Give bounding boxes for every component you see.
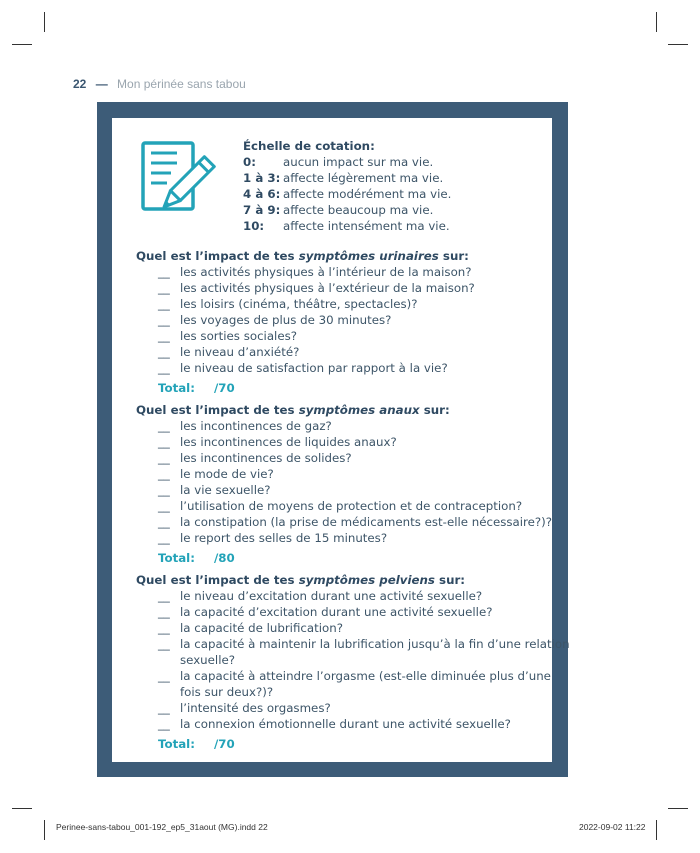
questionnaire-box (112, 118, 570, 762)
crop-mark (668, 808, 688, 809)
answer-blank[interactable]: __ (158, 637, 170, 651)
footer-filename: Perinee-sans-tabou_001-192_ep5_31aout (MG).indd 22 (56, 822, 268, 832)
document-pencil-icon (141, 140, 229, 230)
question-item: __ l’utilisation de moyens de protection et de contraception? (158, 499, 523, 513)
answer-blank[interactable]: __ (158, 701, 170, 715)
question-item: __ les activités physiques à l’extérieur de la maison? (158, 281, 475, 295)
section-question: Quel est l’impact de tes symptômes urinaires sur: (136, 249, 469, 263)
section-urinary (136, 248, 475, 396)
crop-mark (668, 44, 688, 45)
section-total: Total: /70 (158, 381, 235, 395)
answer-blank[interactable]: __ (158, 669, 170, 683)
question-item: __ la capacité à atteindre l’orgasme (est-elle diminuée plus d’une (158, 669, 551, 683)
answer-blank[interactable]: __ (158, 361, 170, 375)
answer-blank[interactable]: __ (158, 515, 170, 529)
scale-row: 10: affecte intensément ma vie. (243, 219, 450, 233)
question-item: __ les voyages de plus de 30 minutes? (158, 313, 392, 327)
answer-blank[interactable]: __ (158, 621, 170, 635)
section-total: Total: /80 (158, 551, 235, 565)
question-item: __ les incontinences de gaz? (158, 419, 332, 433)
answer-blank[interactable]: __ (158, 499, 170, 513)
question-item: __ les loisirs (cinéma, théâtre, spectacles)? (158, 297, 418, 311)
answer-blank[interactable]: __ (158, 329, 170, 343)
total-value[interactable]: /80 (214, 551, 235, 565)
header-dash: — (95, 77, 108, 91)
answer-blank[interactable]: __ (158, 313, 170, 327)
question-item: __ la capacité à maintenir la lubrification jusqu’à la fin d’une relation (158, 637, 570, 651)
question-item: __ le report des selles de 15 minutes? (158, 531, 388, 545)
section-question: Quel est l’impact de tes symptômes anaux sur: (136, 403, 450, 417)
question-item: __ les activités physiques à l’intérieur de la maison? (158, 265, 472, 279)
question-item: __ le niveau de satisfaction par rapport à la vie? (158, 361, 448, 375)
question-item-continuation: sexuelle? (180, 653, 235, 667)
scale-title: Échelle de cotation: (243, 139, 375, 153)
crop-mark (44, 820, 45, 840)
total-value[interactable]: /70 (214, 737, 235, 751)
total-value[interactable]: /70 (214, 381, 235, 395)
question-item: __ la capacité de lubrification? (158, 621, 343, 635)
answer-blank[interactable]: __ (158, 435, 170, 449)
crop-mark (12, 808, 32, 809)
question-item: __ l’intensité des orgasmes? (158, 701, 331, 715)
scale-row: 4 à 6: affecte modérément ma vie. (243, 187, 452, 201)
answer-blank[interactable]: __ (158, 297, 170, 311)
answer-blank[interactable]: __ (158, 717, 170, 731)
crop-mark (12, 44, 32, 45)
question-item-continuation: fois sur deux?)? (180, 685, 274, 699)
answer-blank[interactable]: __ (158, 419, 170, 433)
question-item: __ les incontinences de solides? (158, 451, 352, 465)
question-item: __ les incontinences de liquides anaux? (158, 435, 397, 449)
rating-scale (243, 138, 451, 234)
answer-blank[interactable]: __ (158, 483, 170, 497)
question-item: __ la vie sexuelle? (158, 483, 271, 497)
page-number: 22 (73, 77, 87, 91)
answer-blank[interactable]: __ (158, 345, 170, 359)
answer-blank[interactable]: __ (158, 265, 170, 279)
running-header (73, 77, 246, 91)
answer-blank[interactable]: __ (158, 531, 170, 545)
section-pelvic (136, 572, 570, 752)
question-item: __ le mode de vie? (158, 467, 274, 481)
question-item: __ la constipation (la prise de médicaments est-elle nécessaire?)? (158, 515, 553, 529)
question-item: __ la capacité d’excitation durant une activité sexuelle? (158, 605, 493, 619)
section-anal (136, 402, 552, 566)
section-total: Total: /70 (158, 737, 235, 751)
answer-blank[interactable]: __ (158, 589, 170, 603)
scale-row: 0: aucun impact sur ma vie. (243, 155, 434, 169)
question-item: __ le niveau d’anxiété? (158, 345, 300, 359)
footer-datetime: 2022-09-02 11:22 (579, 822, 646, 832)
questionnaire-frame (97, 102, 568, 777)
question-item: __ les sorties sociales? (158, 329, 298, 343)
crop-mark (44, 12, 45, 32)
answer-blank[interactable]: __ (158, 281, 170, 295)
crop-mark (656, 820, 657, 840)
question-item: __ le niveau d’excitation durant une activité sexuelle? (158, 589, 483, 603)
answer-blank[interactable]: __ (158, 467, 170, 481)
section-question: Quel est l’impact de tes symptômes pelviens sur: (136, 573, 466, 587)
scale-row: 1 à 3: affecte légèrement ma vie. (243, 171, 444, 185)
crop-mark (656, 12, 657, 32)
scale-row: 7 à 9: affecte beaucoup ma vie. (243, 203, 434, 217)
answer-blank[interactable]: __ (158, 605, 170, 619)
answer-blank[interactable]: __ (158, 451, 170, 465)
book-title: Mon périnée sans tabou (117, 77, 246, 91)
question-item: __ la connexion émotionnelle durant une activité sexuelle? (158, 717, 511, 731)
